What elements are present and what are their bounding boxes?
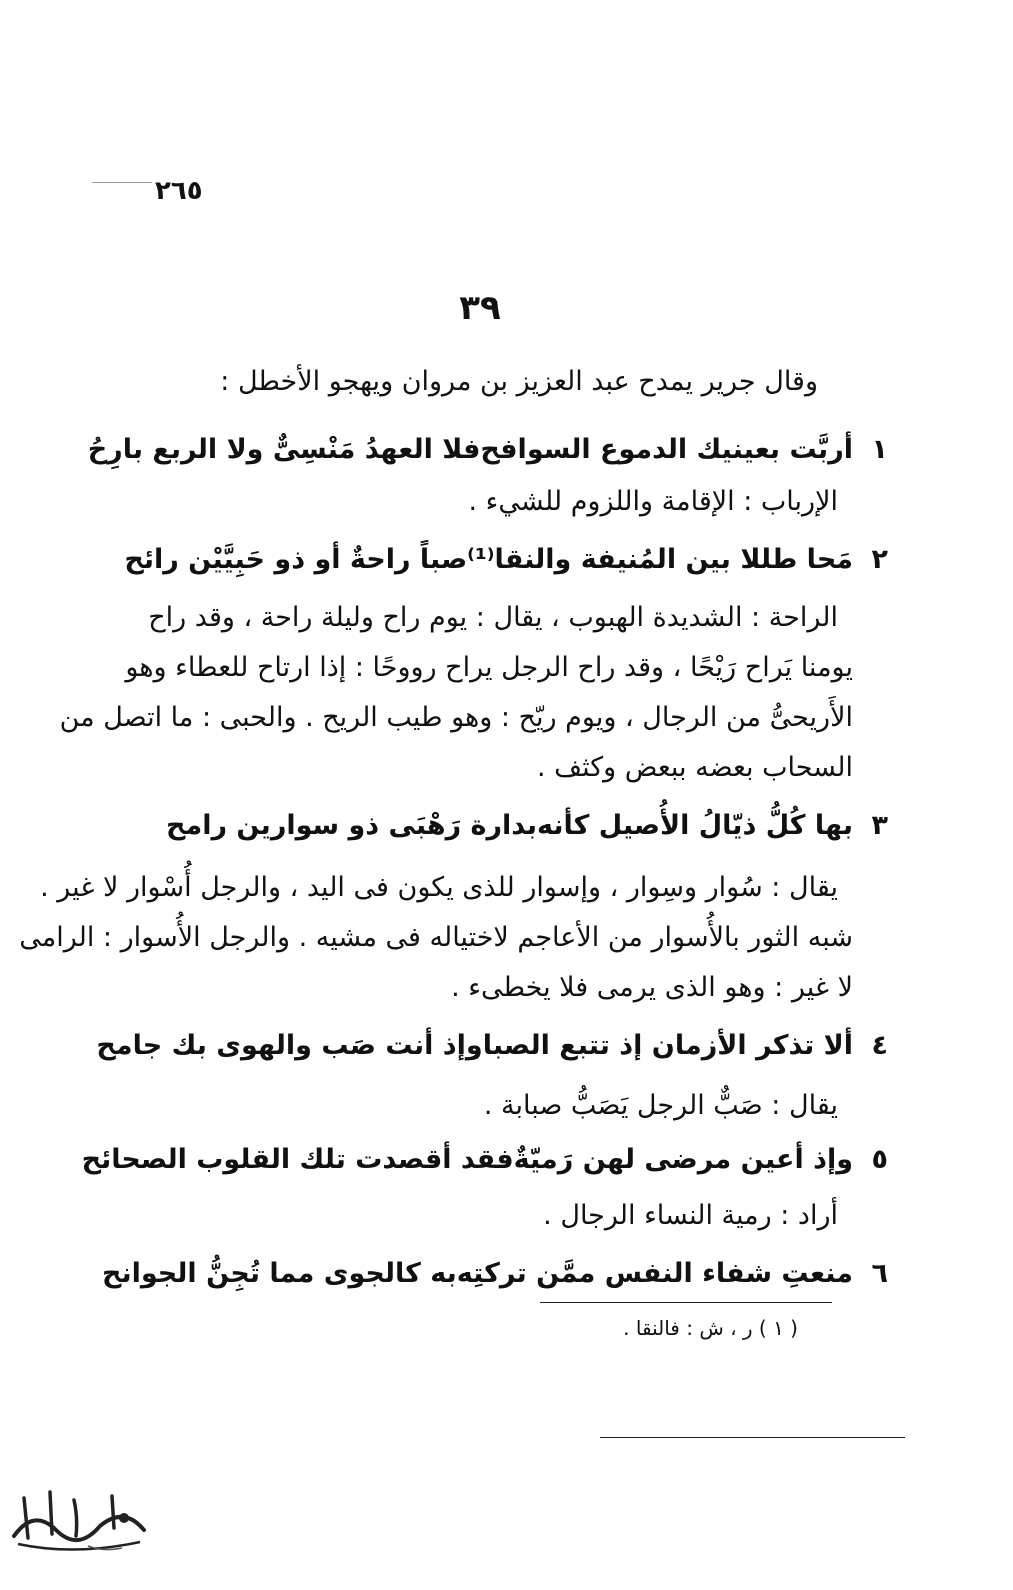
page-number: ٢٦٥ <box>155 176 203 206</box>
bottom-rule <box>600 1437 905 1438</box>
gloss-line: أراد : رمية النساء الرجال . <box>543 1200 838 1231</box>
verse-3 <box>166 806 888 846</box>
verse-number: ٥ <box>871 1144 888 1175</box>
footnote: ( ١ ) ر ، ش : فالنقا . <box>623 1316 798 1340</box>
gloss-line: لا غير : وهو الذى يرمى فلا يخطىء . <box>451 972 853 1003</box>
gloss-line: الأَريحىُّ من الرجال ، ويوم ريّح : وهو طيب الريح . والحبى : ما اتصل من <box>59 702 853 733</box>
verse-hemistich-first: ألا تذكر الأزمان إذ تتبع الصبا <box>482 1030 853 1061</box>
footnote-rule <box>540 1302 832 1303</box>
verse-hemistich-first: بها كُلُّ ذيّالُ الأُصيل كأنه <box>537 810 853 841</box>
intro-line: وقال جرير يمدح عبد العزيز بن مروان ويهجو الأخطل : <box>220 366 818 397</box>
verse-number: ٣ <box>871 810 888 841</box>
verse-number: ٦ <box>871 1258 888 1289</box>
gloss-line: شبه الثور بالأُسوار من الأعاجم لاختياله فى مشيه . والرجل الأُسوار : الرامى <box>19 922 853 953</box>
calligraphy-seal-logo <box>4 1478 154 1560</box>
verse-hemistich-second: فقد أقصدت تلك القلوب الصحائح <box>81 1144 514 1175</box>
verse-1 <box>87 430 888 470</box>
gloss-line: السحاب بعضه ببعض وكثف . <box>537 752 853 783</box>
verse-hemistich-first: وإذ أعين مرضى لهن رَميّةٌ <box>513 1144 853 1175</box>
verse-number: ٤ <box>871 1030 888 1061</box>
verse-2 <box>124 540 888 580</box>
verse-number: ٢ <box>871 544 888 575</box>
poem-number: ٣٩ <box>459 288 501 328</box>
verse-number: ١ <box>871 434 888 465</box>
header-rule <box>92 182 152 183</box>
verse-hemistich-second: فلا العهدُ مَنْسِىٌّ ولا الربع بارِحُ <box>87 434 481 465</box>
verse-hemistich-first: أربَّت بعينيك الدموع السوافح <box>480 434 853 465</box>
verse-6 <box>102 1254 888 1294</box>
verse-hemistich-first: منعتِ شفاء النفس ممَّن تركتِه <box>456 1258 853 1289</box>
verse-hemistich-second: صباً راحةٌ أو ذو حَبِيَّيْن رائح <box>124 544 468 575</box>
verse-hemistich-second: بدارة رَهْبَى ذو سوارين رامح <box>166 810 538 841</box>
verse-hemistich-second: به كالجوى مما تُجِنُّ الجوانح <box>102 1258 457 1289</box>
gloss-line: يقال : صَبٌّ الرجل يَصَبُّ صبابة . <box>483 1090 838 1121</box>
verse-hemistich-first: مَحا طللا بين المُنيفة والنقا⁽¹⁾ <box>467 544 853 575</box>
verse-4 <box>96 1026 888 1066</box>
verse-hemistich-second: وإذ أنت صَب والهوى بك جامح <box>96 1030 483 1061</box>
gloss-line: الراحة : الشديدة الهبوب ، يقال : يوم راح وليلة راحة ، وقد راح <box>148 602 838 633</box>
gloss-line: الإرباب : الإقامة واللزوم للشيء . <box>468 486 838 517</box>
gloss-line: يومنا يَراح رَيْحًا ، وقد راح الرجل يراح رووحًا : إذا ارتاح للعطاء وهو <box>125 652 853 683</box>
gloss-line: يقال : سُوار وسِوار ، وإسوار للذى يكون فى اليد ، والرجل أُسْوار لا غير . <box>40 872 838 903</box>
verse-5 <box>81 1140 888 1180</box>
